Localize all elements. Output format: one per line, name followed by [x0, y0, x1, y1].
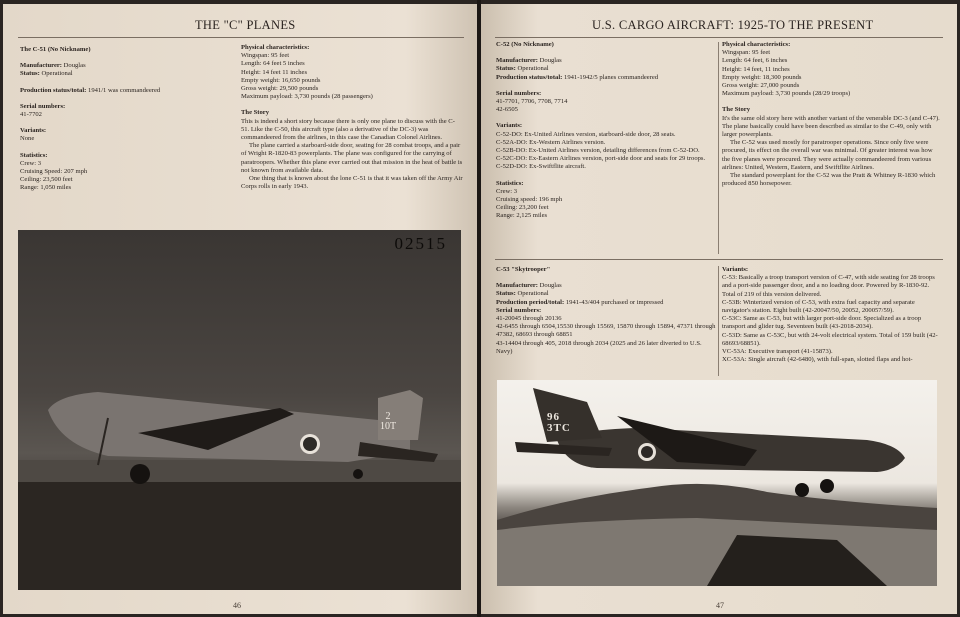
serial-line: 41-20045 through 20136 — [496, 315, 562, 323]
spec-line: Maximum payload: 3,730 pounds (28/29 troops) — [722, 90, 851, 98]
value: 41-7702 — [20, 111, 42, 119]
left-page — [3, 4, 477, 614]
page-number-right: 47 — [716, 601, 724, 610]
c53-variants-column — [722, 266, 942, 364]
header-rule — [495, 37, 943, 38]
label: Manufacturer: — [496, 57, 538, 65]
c53-title: C-53 "Skytrooper" — [496, 266, 551, 273]
variant-line: C-53D: Same as C-53C, but with 24-volt electrical system. Total of 159 built (42-68693/68851). — [722, 331, 938, 347]
c51-title: The C-51 (No Nickname) — [20, 46, 91, 53]
label: Status: — [20, 70, 40, 78]
label: Variants: — [496, 122, 523, 130]
stat-line: Cruising speed: 196 mph — [496, 196, 563, 204]
spec-line: Maximum payload: 3,730 pounds (28 passengers) — [241, 93, 373, 101]
header-rule — [18, 37, 464, 38]
variant-line: C-53C: Same as C-53, but with larger port-side door. Specialized as a troop transport and glider tug. Seventeen built (43-2018-2034). — [722, 315, 922, 331]
label: Manufacturer: — [496, 282, 538, 290]
story-paragraph: This is indeed a short story because there is only one plane to discuss with the C-51. Like the C-50, this aircraft type (also a derivative of the DC-3) was commandeered from the airlines, in this case the Canadian Colonel Airlines. — [241, 117, 455, 142]
variant-line: C-52A-DO: Ex-Western Airlines version. — [496, 138, 606, 146]
stat-line: Crew: 3 — [20, 159, 42, 167]
running-head-right: U.S. CARGO AIRCRAFT: 1925-TO THE PRESENT — [592, 18, 874, 32]
tail-code-line: 2 — [385, 411, 391, 422]
variant-line: C-52D-DO: Ex-Swiftflite aircraft. — [496, 163, 586, 171]
label: Status: — [496, 290, 516, 298]
stat-line: Cruising Speed: 207 mph — [20, 168, 88, 176]
label: Variants: — [20, 127, 47, 135]
label: Serial numbers: — [496, 89, 542, 97]
tail-code-line: 10T — [379, 421, 397, 432]
label: Production status/total: — [496, 73, 563, 81]
spec-line: Wingspan: 95 feet — [241, 52, 290, 60]
variant-line: XC-53A: Single aircraft (42-6480), with full-span, slotted flaps and hot- — [722, 356, 913, 364]
c52-title: C-52 (No Nickname) — [496, 41, 554, 48]
tail-code-line: 96 — [547, 411, 560, 423]
c51-story-column — [241, 44, 463, 191]
spec-line: Gross weight: 29,500 pounds — [241, 85, 319, 93]
column-divider — [718, 266, 719, 376]
story-paragraph: The C-52 was used mostly for paratrooper operations. Since only five were procured, its effect on the overall war was minimal. Of greater interest was how the five planes were procured. They were actually commandeered from various airlines: United, Western, Eastern, and Swiftflite Airlines. — [722, 139, 933, 171]
story-paragraph: The plane carried a starboard-side door, seating for 28 combat troops, and a pair of Wright R-1820-83 powerplants. The plane was configured for the carrying of paratroopers. Whether this plane ever carried out that mission in the heat of battle is not known from available data. — [241, 142, 463, 174]
value: Operational — [41, 70, 73, 78]
stat-line: Crew: 3 — [496, 187, 518, 195]
spec-line: Gross weight: 27,000 pounds — [722, 82, 800, 90]
value: None — [20, 135, 35, 143]
variant-line: C-52C-DO: Ex-Eastern Airlines version, port-side door and seats for 29 troops. — [496, 155, 706, 163]
running-head-left: THE "C" PLANES — [195, 18, 296, 32]
story-paragraph: The standard powerplant for the C-52 was the Pratt & Whitney R-1830 which produced 850 horsepower. — [722, 172, 936, 188]
value: 1941-43/404 purchased or impressed — [565, 298, 664, 306]
value: Operational — [517, 290, 549, 298]
section-rule — [495, 259, 943, 260]
story-paragraph: It's the same old story here with another variant of the venerable DC-3 (and C-47). The plane basically could have been described as similar to the C-49, only with larger powerplants. — [722, 114, 940, 139]
spec-line: Length: 64 feet, 6 inches — [722, 57, 788, 65]
variant-line: C-52-DO: Ex-United Airlines version, starboard-side door, 28 seats. — [496, 130, 676, 138]
serial-line: 43-14404 through 405, 2018 through 2034 (2025 and 26 later diverted to U.S. Navy) — [496, 339, 702, 355]
tail-code — [375, 412, 401, 432]
story-heading: The Story — [722, 106, 751, 114]
c51-spec-column — [20, 46, 232, 193]
c53-aircraft-image — [497, 380, 937, 586]
label: Production period/total: — [496, 298, 565, 306]
label: Serial numbers: — [20, 102, 66, 110]
column-divider — [718, 42, 719, 254]
value: Douglas — [63, 62, 86, 70]
spec-line: Empty weight: 18,300 pounds — [722, 73, 802, 81]
variant-line: VC-53A: Executive transport (41-15873). — [722, 348, 833, 356]
variant-line: C-52B-DO: Ex-United Airlines version, detailing differences from C-52-DO. — [496, 147, 700, 155]
c53-photo — [497, 380, 937, 586]
value: Operational — [517, 65, 549, 73]
photo-serial-marking: 02515 — [394, 234, 447, 253]
label: Manufacturer: — [20, 62, 62, 70]
value: 1941-1942/5 planes commandeered — [564, 73, 659, 81]
c53-spec-column — [496, 266, 716, 356]
spec-line: Wingspan: 95 feet — [722, 49, 771, 57]
variant-line: C-53: Basically a troop transport version of C-47, with side seating for 28 troops and a port-side passenger door, and a no loading door. Powered by R-1830-92. Total of 219 of this version delivered. — [722, 274, 935, 298]
page-number-left: 46 — [233, 601, 241, 610]
label: Statistics: — [20, 151, 48, 159]
value: Douglas — [539, 282, 562, 290]
serial-line: 42-6455 through 6504,15530 through 15569, 15870 through 15894, 47371 through 47382, 68693 through 68851 — [496, 323, 716, 339]
value: Douglas — [539, 57, 562, 65]
tail-code — [547, 412, 571, 434]
stat-line: Ceiling: 23,500 feet — [20, 176, 73, 184]
label: Statistics: — [496, 179, 524, 187]
spec-line: Empty weight: 16,650 pounds — [241, 76, 321, 84]
story-paragraph: One thing that is known about the lone C-51 is that it was taken off the Army Air Corps rolls in early 1943. — [241, 175, 463, 191]
value: 42-6505 — [496, 106, 518, 114]
label: Production status/total: — [20, 86, 87, 94]
label: Variants: — [722, 266, 749, 273]
spec-line: Height: 14 feet 11 inches — [241, 68, 308, 76]
value: 1941/1 was commandeered — [88, 86, 161, 94]
label: Status: — [496, 65, 516, 73]
story-heading: The Story — [241, 109, 270, 117]
label: Physical characteristics: — [722, 41, 791, 48]
spec-line: Length: 64 feet 5 inches — [241, 60, 305, 68]
variant-line: C-53B: Winterized version of C-53, with extra fuel capacity and separate navigator's station. Eight built (42-20047/50, 20052, 200057/59). — [722, 298, 915, 315]
label: Serial numbers: — [496, 306, 542, 314]
value: 41-7701, 7706, 7708, 7714 — [496, 98, 568, 106]
right-page — [481, 4, 957, 614]
stat-line: Ceiling: 23,200 feet — [496, 204, 549, 212]
c52-story-column — [722, 41, 942, 188]
c52-spec-column — [496, 41, 716, 221]
tail-code-line: 3TC — [547, 422, 571, 434]
spec-line: Height: 14 feet, 11 inches — [722, 65, 790, 73]
stat-line: Range: 2,125 miles — [496, 212, 548, 220]
c51-aircraft-image — [18, 230, 461, 590]
c51-photo — [18, 230, 461, 590]
stat-line: Range: 1,050 miles — [20, 184, 72, 192]
label: Physical characteristics: — [241, 44, 310, 51]
